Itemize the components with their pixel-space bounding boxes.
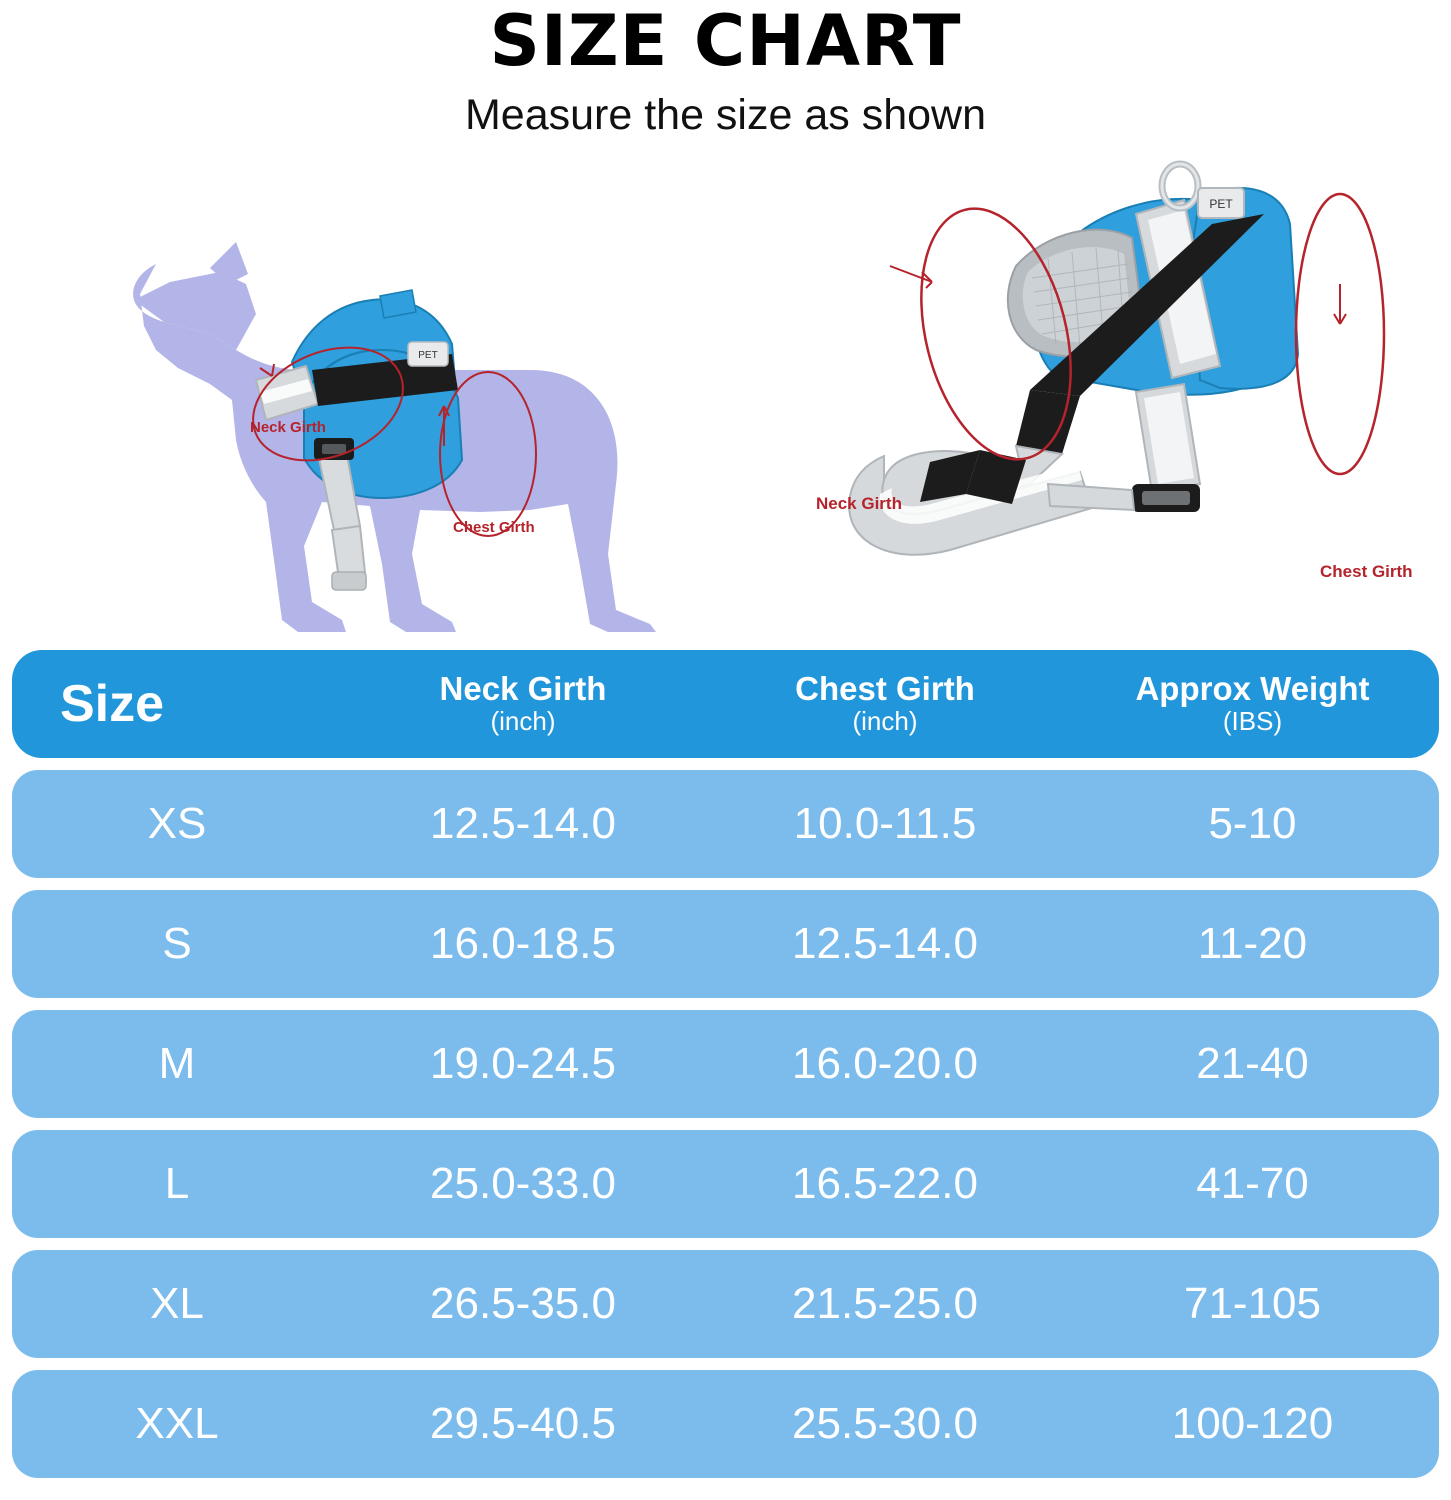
chest-girth-ellipse-right	[1296, 194, 1384, 474]
column-header-chest-girth-main: Chest Girth	[795, 670, 975, 708]
column-header-size: Size	[60, 675, 165, 733]
table-row	[12, 1370, 1439, 1478]
chest-girth-label-left: Chest Girth	[453, 519, 535, 537]
cell-chest-girth: 16.5-22.0	[792, 1159, 978, 1208]
table-row	[12, 1130, 1439, 1238]
column-header-neck-girth-unit: (inch)	[490, 705, 556, 736]
cell-chest-girth: 10.0-11.5	[793, 799, 977, 848]
table-row	[12, 1250, 1439, 1358]
page-header	[0, 0, 1451, 140]
dog-harness-illustration	[60, 154, 700, 634]
column-header-approx-weight-main: Approx Weight	[1135, 670, 1370, 708]
page-title: SIZE CHART	[489, 0, 962, 82]
cell-approx-weight: 41-70	[1196, 1159, 1309, 1208]
dog-silhouette-svg	[60, 154, 700, 634]
cell-neck-girth: 29.5-40.5	[430, 1399, 616, 1448]
cell-approx-weight: 11-20	[1197, 919, 1308, 968]
column-header-neck-girth	[342, 671, 704, 737]
cell-chest-girth: 16.0-20.0	[792, 1039, 978, 1088]
cell-neck-girth: 12.5-14.0	[430, 799, 616, 848]
cell-neck-girth: 26.5-35.0	[430, 1279, 616, 1328]
cell-chest-girth: 12.5-14.0	[792, 919, 978, 968]
cell-size: XS	[147, 799, 207, 848]
cell-approx-weight: 100-120	[1171, 1399, 1334, 1448]
cell-approx-weight: 5-10	[1208, 799, 1297, 848]
column-header-neck-girth-main: Neck Girth	[439, 670, 607, 708]
cell-approx-weight: 71-105	[1183, 1279, 1321, 1328]
column-header-approx-weight	[1066, 671, 1439, 737]
chest-girth-label-right: Chest Girth	[1320, 562, 1413, 582]
cell-neck-girth: 25.0-33.0	[430, 1159, 616, 1208]
illustration-area	[0, 154, 1451, 634]
harness-product-illustration	[780, 154, 1420, 634]
cell-size: XXL	[135, 1399, 219, 1448]
cell-chest-girth: 21.5-25.0	[792, 1279, 978, 1328]
cell-neck-girth: 19.0-24.5	[430, 1039, 616, 1088]
svg-text:PET: PET	[418, 350, 438, 362]
table-row	[12, 770, 1439, 878]
column-header-approx-weight-unit: (IBS)	[1222, 705, 1283, 736]
cell-size: M	[158, 1039, 196, 1088]
neck-girth-label-right: Neck Girth	[816, 494, 902, 514]
cell-size: S	[162, 919, 192, 968]
size-chart-table	[12, 650, 1439, 1490]
table-header-row	[12, 650, 1439, 758]
neck-girth-label-left: Neck Girth	[250, 419, 326, 437]
column-header-chest-girth	[704, 671, 1066, 737]
cell-size: XL	[150, 1279, 204, 1328]
column-header-chest-girth-unit: (inch)	[852, 705, 918, 736]
svg-text:PET: PET	[1209, 197, 1233, 212]
table-row	[12, 1010, 1439, 1118]
cell-approx-weight: 21-40	[1196, 1039, 1309, 1088]
cell-neck-girth: 16.0-18.5	[430, 919, 616, 968]
page-subtitle: Measure the size as shown	[464, 91, 987, 140]
cell-chest-girth: 25.5-30.0	[792, 1399, 978, 1448]
cell-size: L	[164, 1159, 190, 1208]
table-row	[12, 890, 1439, 998]
